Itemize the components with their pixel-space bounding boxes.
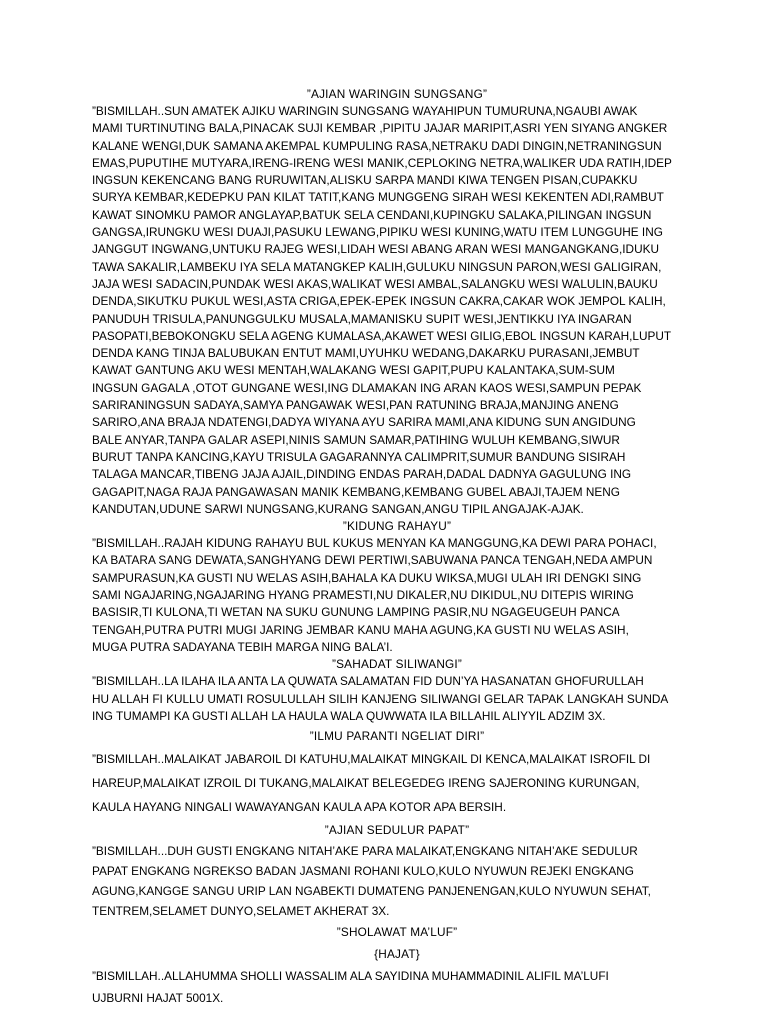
text-line: KAWAT GANTUNG AKU WESI MENTAH,WALAKANG WESI GAPIT,PUPU KALANTAKA,SUM-SUM [92, 363, 615, 378]
section-sholawat-maluf [92, 921, 682, 1009]
text-line: SAMI NGAJARING,NGAJARING HYANG PRAMESTI,NU DIKALER,NU DIKIDUL,NU DITEPIS WIRING [92, 588, 634, 603]
text-line: UJBURNI HAJAT 5001X. [92, 991, 224, 1006]
text-line: INGSUN GAGALA ,OTOT GUNGANE WESI,ING DLAMAKAN ING ARAN KAOS WESI,SAMPUN PEPAK [92, 380, 642, 395]
text-line: HAREUP,MALAIKAT IZROIL DI TUKANG,MALAIKAT BELEGEDEG IRENG SAJERONING KURUNGAN, [92, 776, 640, 791]
text-line: PANUDUH TRISULA,PANUNGGULKU MUSALA,MAMANISKU SUPIT WESI,JENTIKKU IYA INGARAN [92, 311, 632, 326]
text-line: AGUNG,KANGGE SANGU URIP LAN NGABEKTI DUMATENG PANJENENGAN,KULO NYUWUN SEHAT, [92, 884, 651, 899]
text-line: TENTREM,SELAMET DUNYO,SELAMET AKHERAT 3X. [92, 904, 390, 919]
text-line: SARIRO,ANA BRAJA NDATENGI,DADYA WIYANA AYU SARIRA MAMI,ANA KIDUNG SUN ANGIDUNG [92, 415, 636, 430]
section-subtitle: {HAJAT} [374, 947, 420, 962]
section-kidung-rahayu [92, 518, 682, 656]
text-line: MUGA PUTRA SADAYANA TEBIH MARGA NING BALA’I. [92, 639, 393, 654]
text-line: BALE ANYAR,TANPA GALAR ASEPI,NINIS SAMUN SAMAR,PATIHING WULUH KEMBANG,SIWUR [92, 432, 620, 447]
section-title: ”SHOLAWAT MA’LUF” [336, 925, 458, 940]
text-line: ”BISMILLAH..MALAIKAT JABAROIL DI KATUHU,MALAIKAT MINGKAIL DI KENCA,MALAIKAT ISROFIL DI [92, 752, 651, 767]
text-line: DENDA KANG TINJA BALUBUKAN ENTUT MAMI,UYUHKU WEDANG,DAKARKU PURASANI,JEMBUT [92, 346, 640, 361]
text-line: JAJA WESI SADACIN,PUNDAK WESI AKAS,WALIKAT WESI AMBAL,SALANGKU WESI WALULIN,BAUKU [92, 276, 658, 291]
text-line: EMAS,PUPUTIHE MUTYARA,IRENG-IRENG WESI MANIK,CEPLOKING NETRA,WALIKER UDA RATIH,IDEP [92, 155, 672, 170]
text-line: PAPAT ENGKANG NGREKSO BADAN JASMANI ROHANI KULO,KULO NYUWUN REJEKI ENGKANG [92, 864, 634, 879]
text-line: KAWAT SINOMKU PAMOR ANGLAYAP,BATUK SELA CENDANI,KUPINGKU SALAKA,PILINGAN INGSUN [92, 207, 652, 222]
text-line: SAMPURASUN,KA GUSTI NU WELAS ASIH,BAHALA KA DUKU WIKSA,MUGI ULAH IRI DENGKI SING [92, 570, 642, 585]
text-line: ”BISMILLAH..RAJAH KIDUNG RAHAYU BUL KUKUS MENYAN KA MANGGUNG,KA DEWI PARA POHACI, [92, 536, 657, 551]
text-line: GAGAPIT,NAGA RAJA PANGAWASAN MANIK KEMBANG,KEMBANG GUBEL ABAJI,TAJEM NENG [92, 484, 620, 499]
text-line: ”BISMILLAH..LA ILAHA ILA ANTA LA QUWATA SALAMATAN FID DUN’YA HASANATAN GHOFURULLAH [92, 674, 644, 689]
section-ajian-waringin-sungsang [92, 86, 682, 518]
section-title: ”SAHADAT SILIWANGI” [331, 657, 463, 672]
text-line: ”BISMILLAH...DUH GUSTI ENGKANG NITAH’AKE PARA MALAIKAT,ENGKANG NITAH’AKE SEDULUR [92, 844, 638, 859]
text-line: PASOPATI,BEBOKONGKU SELA AGENG KUMALASA,AKAWET WESI GILIG,EBOL INGSUN KARAH,LUPUT [92, 328, 672, 343]
text-line: HU ALLAH FI KULLU UMATI ROSULULLAH SILIH KANJENG SILIWANGI GELAR TAPAK LANGKAH SUNDA [92, 691, 669, 706]
text-line: KA BATARA SANG DEWATA,SANGHYANG DEWI PERTIWI,SABUWANA PANCA TENGAH,NEDA AMPUN [92, 553, 653, 568]
section-ajian-sedulur-papat [92, 819, 682, 921]
text-line: GANGSA,IRUNGKU WESI DUAJI,PASUKU LEWANG,PIPIKU WESI KUNING,WATU ITEM LUNGGUHE ING [92, 225, 663, 240]
text-line: BURUT TANPA KANCING,KAYU TRISULA GAGARANNYA CALIMPRIT,SUMUR BANDUNG SISIRAH [92, 449, 626, 464]
text-line: ”BISMILLAH..ALLAHUMMA SHOLLI WASSALIM ALA SAYIDINA MUHAMMADINIL ALIFIL MA’LUFI [92, 969, 609, 984]
text-line: INGSUN KEKENCANG BANG RURUWITAN,ALISKU SARPA MANDI KIWA TENGEN PISAN,CUPAKKU [92, 173, 638, 188]
section-title: ”AJIAN SEDULUR PAPAT” [324, 823, 470, 838]
text-line: ING TUMAMPI KA GUSTI ALLAH LA HAULA WALA QUWWATA ILA BILLAHIL ALIYYIL ADZIM 3X. [92, 708, 606, 723]
text-line: SURYA KEMBAR,KEDEPKU PAN KILAT TATIT,KANG MUNGGENG SIRAH WESI KEKENTEN ADI,RAMBUT [92, 190, 664, 205]
text-line: BASISIR,TI KULONA,TI WETAN NA SUKU GUNUNG LAMPING PASIR,NU NGAGEUGEUH PANCA [92, 605, 620, 620]
section-ilmu-paranti-ngeliat-diri [92, 725, 682, 819]
text-line: KAULA HAYANG NINGALI WAWAYANGAN KAULA APA KOTOR APA BERSIH. [92, 800, 507, 815]
text-line: TALAGA MANCAR,TIBENG JAJA AJAIL,DINDING ENDAS PARAH,DADAL DADNYA GAGULUNG ING [92, 467, 632, 482]
section-sahadat-siliwangi [92, 656, 682, 725]
text-line: TAWA SAKALIR,LAMBEKU IYA SELA MATANGKEP KALIH,GULUKU NINGSUN PARON,WESI GALIGIRAN, [92, 259, 662, 274]
section-title: ”ILMU PARANTI NGELIAT DIRI” [309, 729, 485, 744]
text-line: KANDUTAN,UDUNE SARWI NUNGSANG,KURANG SANGAN,ANGU TIPIL ANGAJAK-AJAK. [92, 501, 584, 516]
section-title: ”KIDUNG RAHAYU” [342, 519, 452, 534]
text-line: TENGAH,PUTRA PUTRI MUGI JARING JEMBAR KANU MAHA AGUNG,KA GUSTI NU WELAS ASIH, [92, 622, 629, 637]
text-line: DENDA,SIKUTKU PUKUL WESI,ASTA CRIGA,EPEK-EPEK INGSUN CAKRA,CAKAR WOK JEMPOL KALIH, [92, 294, 666, 309]
text-line: MAMI TURTINUTING BALA,PINACAK SUJI KEMBAR ,PIPITU JAJAR MARIPIT,ASRI YEN SIYANG ANGKER [92, 121, 668, 136]
text-line: ”BISMILLAH..SUN AMATEK AJIKU WARINGIN SUNGSANG WAYAHIPUN TUMURUNA,NGAUBI AWAK [92, 104, 638, 118]
text-line: JANGGUT INGWANG,UNTUKU RAJEG WESI,LIDAH WESI ABANG ARAN WESI MANGANGKANG,IDUKU [92, 242, 659, 257]
text-line: SARIRANINGSUN SADAYA,SAMYA PANGAWAK WESI,PAN RATUNING BRAJA,MANJING ANENG [92, 398, 619, 413]
text-line: KALANE WENGI,DUK SAMANA AKEMPAL KUMPULING RASA,NETRAKU DADI DINGIN,NETRANINGSUN [92, 138, 662, 153]
document-body [92, 86, 682, 1009]
section-title: ”AJIAN WARINGIN SUNGSANG” [306, 87, 488, 101]
